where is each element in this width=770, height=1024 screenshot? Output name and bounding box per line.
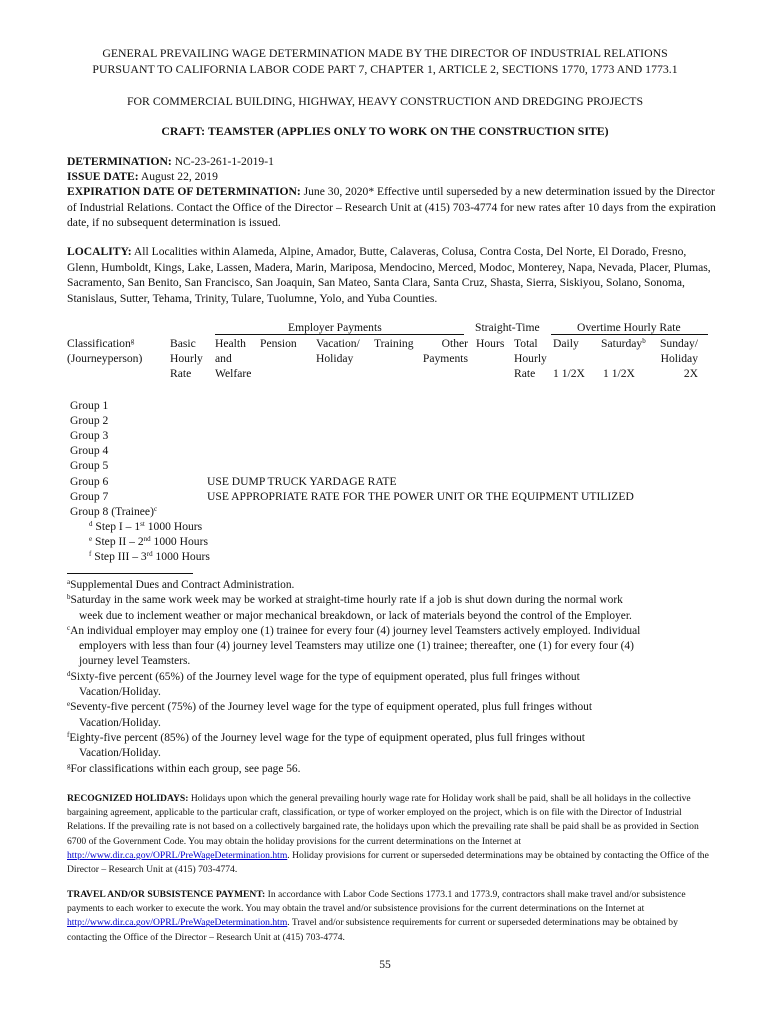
determination-value: NC-23-261-1-2019-1 [174, 155, 274, 168]
locality-value: All Localities within Alameda, Alpine, Amador, Butte, Calaveras, Colusa, Contra Costa, Del Norte, El Dorado, Fresno, Glenn, Humboldt, Kings, Lake, Lassen, Madera, Marin, Mariposa, Mendocino, Merced, Modoc, Monterey, Napa, Nevada, Placer, Plumas, Sacramento, San Benito, San Francisco, San Joaquin, San Mateo, Santa Clara, Santa Cruz, Shasta, Sierra, Siskiyou, Solano, Sonoma, Stanislaus, Sutter, Tehama, Trinity, Tulare, Tuolumne, Yolo, and Yuba Counties. [67, 245, 711, 305]
holidays-text: Holidays upon which the general prevailing hourly wage rate for Holiday work shall be paid, shall be all holidays in the collective bargaining agreement, applicable to the particular craft, classification, or type of worker employed on the project, which is on file with the Director of Industrial Relations. If the prevailing rate is not based on a collectively bargained rate, the holidays upon which the prevailing rate shall be paid shall be as provided in Section 6700 of the Government Code. You may obtain the holiday provisions for the current determinations on the Internet at [67, 793, 699, 847]
footnote-line: Vacation/Holiday. [79, 716, 161, 729]
footnote-line: Saturday in the same work week may be worked at straight-time hourly rate if a job is shut down during the normal work [70, 594, 623, 607]
footnote-item: $^e$Seventy-five percent (75%) of the Journey level wage for the type of equipment operated, plus full fringes without Vacation/Holiday. [67, 700, 717, 731]
footnote-item: $^a$Supplemental Dues and Contract Administration. [67, 578, 295, 591]
col-health-welfare: Health and Welfare [215, 337, 252, 380]
footnote-item: $^f$Eighty-five percent (85%) of the Journey level wage for the type of equipment operated, plus full fringes without Vacation/Holiday. [67, 731, 717, 762]
issue-date-line [67, 169, 717, 185]
footnotes [67, 578, 717, 777]
travel-label: TRAVEL AND/OR SUBSISTENCE PAYMENT: [67, 889, 266, 900]
col-daily: Daily 1 1/2X [553, 337, 585, 380]
group-6-note: USE DUMP TRUCK YARDAGE RATE [207, 475, 397, 488]
footnote-line: Sixty-five percent (65%) of the Journey level wage for the type of equipment operated, plus full fringes without [70, 670, 580, 683]
expiration-label: EXPIRATION DATE OF DETERMINATION: [67, 185, 301, 198]
group-7-note: USE APPROPRIATE RATE FOR THE POWER UNIT OR THE EQUIPMENT UTILIZED [207, 490, 634, 503]
col-classification: Classification$^g$ (Journeyperson) [67, 337, 143, 365]
craft-line: CRAFT: TEAMSTER (APPLIES ONLY TO WORK ON THE CONSTRUCTION SITE) [161, 124, 609, 138]
project-type-line: FOR COMMERCIAL BUILDING, HIGHWAY, HEAVY CONSTRUCTION AND DREDGING PROJECTS [126, 94, 644, 108]
determination-line [67, 154, 717, 170]
col-training: Training [374, 337, 414, 350]
title-line-1: GENERAL PREVAILING WAGE DETERMINATION MADE BY THE DIRECTOR OF INDUSTRIAL RELATIONS [102, 46, 668, 60]
footnote-item: $^d$Sixty-five percent (65%) of the Journey level wage for the type of equipment operated, plus full fringes without Vacation/Holiday. [67, 670, 717, 701]
determination-label: DETERMINATION: [67, 155, 172, 168]
expiration-paragraph [67, 184, 717, 231]
holidays-text-2: . Holiday provisions for current or superseded determinations may be obtained by contacting the Office of the Director – Research Unit at (415) 703-4774. [67, 849, 709, 876]
footnote-line: For classifications within each group, see page 56. [70, 762, 301, 775]
footnote-line: Eighty-five percent (85%) of the Journey level wage for the type of equipment operated, plus full fringes without [69, 731, 585, 744]
footnote-line: Vacation/Holiday. [79, 747, 161, 760]
footnote-line: employers with less than four (4) journey level Teamsters may utilize one (1) trainee; thereafter, one (1) for every four (4) [79, 640, 634, 653]
holidays-label: RECOGNIZED HOLIDAYS: [67, 793, 189, 804]
footnote-line: Vacation/Holiday. [79, 686, 161, 699]
locality-label: LOCALITY: [67, 245, 132, 258]
col-pension: Pension [260, 337, 297, 350]
straight-time-header: Straight-Time [475, 321, 540, 334]
recognized-holidays-paragraph [67, 792, 717, 877]
footnote-item: $^b$Saturday in the same work week may be worked at straight-time hourly rate if a job is shut down during the normal work week due to inclement weather or major mechanical breakdown, or lack of materials beyond the control of the Employer. [67, 593, 717, 624]
cell-name: Group 1 [70, 399, 109, 412]
overtime-header: Overtime Hourly Rate [577, 321, 681, 334]
col-other-payments: Other Payments [422, 337, 468, 365]
travel-link[interactable]: http://www.dir.ca.gov/OPRL/PreWageDetermination.htm [67, 917, 288, 929]
trainee-step-3: $^f$ Step III – 3rd 1000 Hours [89, 550, 210, 563]
cell-name: Group 2 [70, 414, 109, 427]
cell-name: Group 5 [70, 459, 109, 472]
footnote-line: Seventy-five percent (75%) of the Journey level wage for the type of equipment operated, plus full fringes without [70, 701, 593, 714]
cell-name: Group 3 [70, 429, 109, 442]
col-total-hourly-rate: Total Hourly Rate [514, 337, 547, 380]
cell-name: Group 4 [70, 444, 109, 457]
title-line-2: PURSUANT TO CALIFORNIA LABOR CODE PART 7, CHAPTER 1, ARTICLE 2, SECTIONS 1770, 1773 AND 1773.1 [92, 62, 678, 76]
locality-paragraph [67, 244, 717, 306]
issue-date-label: ISSUE DATE: [67, 170, 139, 183]
col-vacation-holiday: Vacation/ Holiday [316, 337, 360, 365]
employer-payments-header: Employer Payments [288, 321, 382, 334]
footnote-item: $^c$An individual employer may employ one (1) trainee for every four (4) journey level Teamsters actively employed. Individual employers with less than four (4) journey level Teamsters may utilize one (1) trainee; thereafter, one (1) for every four (4) journey level Teamsters. [67, 624, 717, 670]
group-8-label: Group 8 (Trainee)$^c$ [70, 505, 158, 518]
col-sunday-holiday: Sunday/ Holiday 2X [659, 337, 698, 380]
group-6-label: Group 6 [70, 475, 109, 488]
page-number: 55 [379, 958, 391, 971]
col-basic-hourly-rate: Basic Hourly Rate [170, 337, 203, 380]
footnote-divider [67, 573, 193, 574]
col-saturday: Saturday$^b$ 1 1/2X [601, 337, 646, 380]
group-7-label: Group 7 [70, 490, 109, 503]
trainee-step-2: $^e$ Step II – 2nd 1000 Hours [89, 535, 208, 548]
travel-text-2: . Travel and/or subsistence requirements for current or superseded determinations may be obtained by contacting the Office of the Director – Research Unit at (415) 703-4774. [67, 917, 678, 943]
trainee-step-1: $^d$ Step I – 1st 1000 Hours [89, 520, 203, 533]
issue-date-value: August 22, 2019 [140, 170, 218, 183]
col-hours: Hours [476, 337, 505, 350]
expiration-value: June 30, 2020* Effective until superseded by a new determination issued by the Director of Industrial Relations. Contact the Office of the Director – Research Unit at (415) 703-4774 for new rates after 10 days from the expiration date, if no subsequent determination is issued. [67, 185, 716, 229]
footnote-item: $^g$For classifications within each group, see page 56. [67, 761, 301, 775]
travel-subsistence-paragraph [67, 888, 717, 945]
travel-text: In accordance with Labor Code Sections 1773.1 and 1773.9, contractors shall make travel and/or subsistence payments to each worker to execute the work. You may obtain the travel and/or subsistence provisions for the current determinations on the Internet at [67, 889, 686, 915]
footnote-line: week due to inclement weather or major mechanical breakdown, or lack of materials beyond the control of the Employer. [79, 609, 632, 622]
holidays-link[interactable]: http://www.dir.ca.gov/OPRL/PreWageDetermination.htm [67, 849, 288, 861]
footnote-line: An individual employer may employ one (1) trainee for every four (4) journey level Teamsters actively employed. Individual [70, 624, 641, 637]
footnote-line: journey level Teamsters. [79, 655, 191, 668]
footnote-line: Supplemental Dues and Contract Administration. [70, 579, 295, 591]
